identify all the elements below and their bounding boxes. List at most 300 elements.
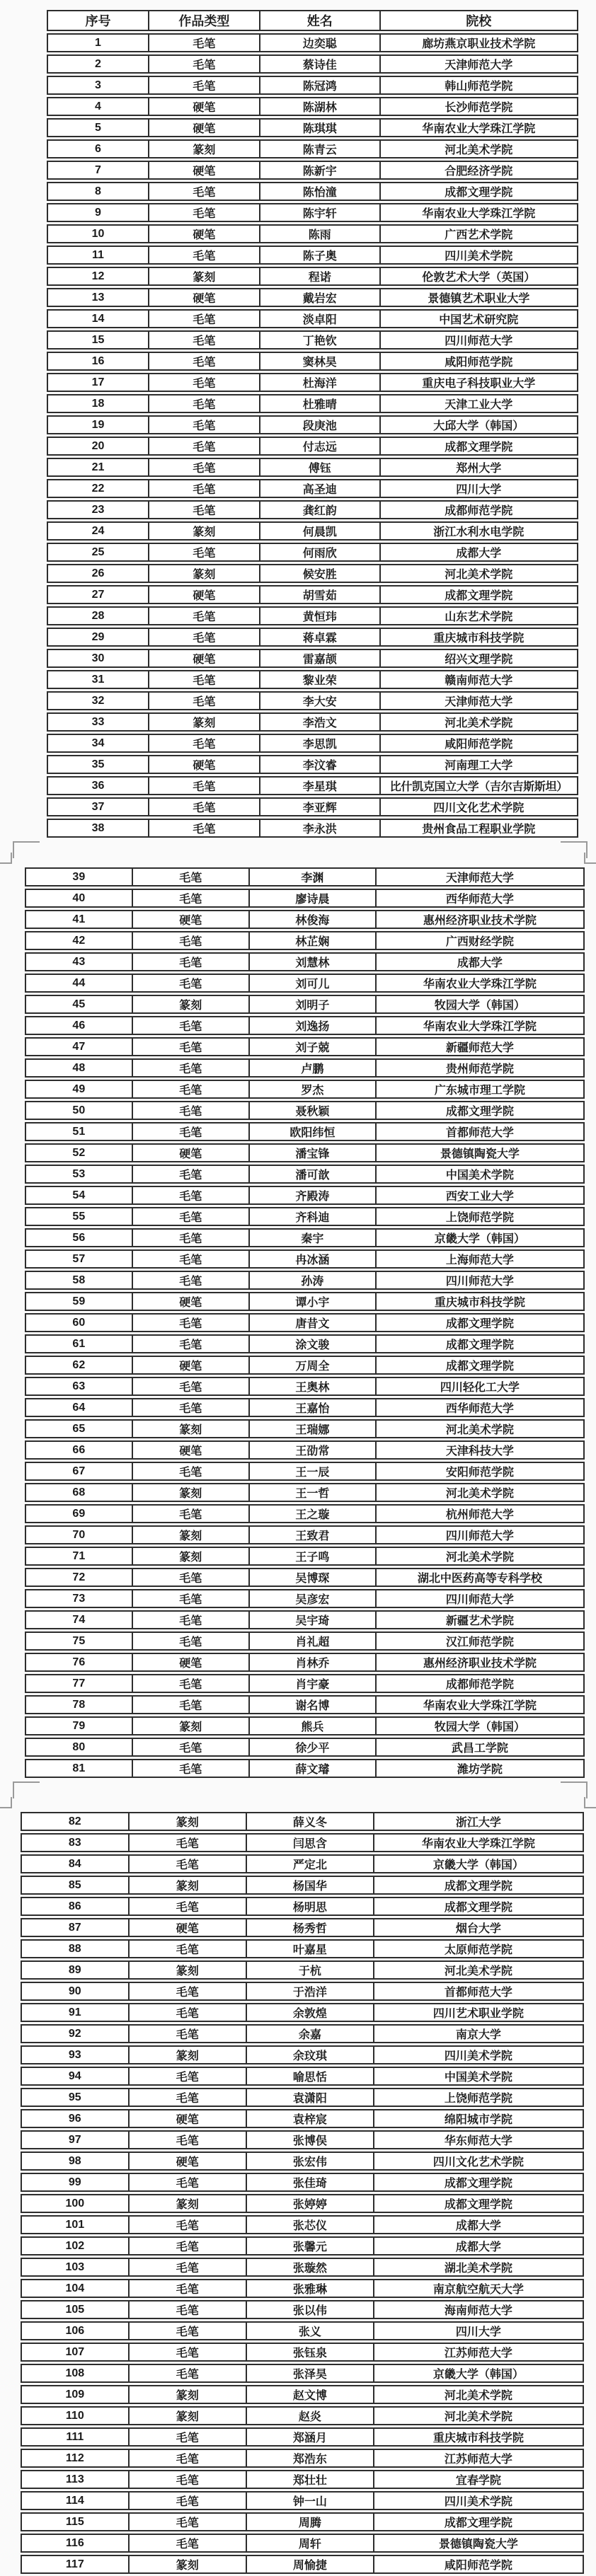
award-roster-table-part-3 (21, 1810, 584, 2576)
table-row (21, 2300, 584, 2319)
cell-type: 硬笔 (149, 118, 260, 137)
cell-type: 篆刻 (149, 139, 260, 158)
text-boundary-corner-icon (584, 1797, 596, 1808)
cell-type: 毛笔 (149, 670, 260, 689)
cell-school: 大邱大学（韩国） (381, 415, 578, 434)
cell-name: 唐昔文 (250, 1313, 377, 1332)
cell-school: 广西艺术学院 (381, 224, 578, 243)
table-row (25, 1674, 585, 1693)
table-row (25, 1547, 585, 1566)
cell-school: 京畿大学（韩国） (377, 1228, 585, 1247)
cell-index: 82 (21, 1812, 130, 1831)
cell-type: 毛笔 (149, 458, 260, 477)
cell-name: 冉冰涵 (250, 1249, 377, 1269)
cell-type: 毛笔 (133, 1462, 250, 1481)
cell-name: 蒋卓霖 (260, 628, 381, 647)
cell-school: 成都大学 (374, 2236, 584, 2256)
header-cell-index: 序号 (47, 10, 149, 31)
cell-name: 薛文璿 (250, 1759, 377, 1778)
cell-school: 南京航空航天大学 (374, 2279, 584, 2298)
cell-type: 硬笔 (133, 1143, 250, 1162)
cell-index: 57 (25, 1249, 133, 1269)
cell-school: 绍兴文理学院 (381, 649, 578, 668)
cell-index: 71 (25, 1547, 133, 1566)
cell-type: 毛笔 (149, 628, 260, 647)
cell-school: 中国美术学院 (374, 2067, 584, 2086)
cell-name: 薛义冬 (247, 1812, 374, 1831)
cell-type: 毛笔 (133, 974, 250, 993)
cell-index: 93 (21, 2045, 130, 2064)
cell-name: 赵炎 (247, 2406, 374, 2425)
cell-index: 33 (47, 712, 149, 732)
table-row (21, 2279, 584, 2298)
cell-school: 首都师范大学 (377, 1122, 585, 1141)
table-row (25, 995, 585, 1014)
cell-type: 毛笔 (133, 889, 250, 908)
cell-name: 窦林昊 (260, 352, 381, 371)
roster-rows-1-38 (47, 33, 578, 838)
table-row (21, 2258, 584, 2277)
table-row (47, 373, 578, 392)
cell-name: 边奕聪 (260, 33, 381, 52)
cell-index: 100 (21, 2194, 130, 2213)
cell-index: 32 (47, 691, 149, 710)
table-row (47, 458, 578, 477)
cell-index: 68 (25, 1483, 133, 1502)
cell-type: 毛笔 (133, 1674, 250, 1693)
cell-type: 篆刻 (130, 2194, 247, 2213)
cell-school: 河北美术学院 (374, 2385, 584, 2404)
cell-name: 廖诗晨 (250, 889, 377, 908)
cell-name: 陈怡潼 (260, 182, 381, 201)
cell-index: 15 (47, 330, 149, 350)
table-row (21, 2491, 584, 2510)
cell-name: 雷嘉颉 (260, 649, 381, 668)
cell-name: 赵文博 (247, 2385, 374, 2404)
table-row (21, 2024, 584, 2043)
cell-index: 83 (21, 1833, 130, 1852)
table-row (47, 330, 578, 350)
cell-index: 98 (21, 2152, 130, 2171)
cell-index: 112 (21, 2449, 130, 2468)
cell-name: 喻思恬 (247, 2067, 374, 2086)
cell-school: 安阳师范学院 (377, 1462, 585, 1481)
cell-index: 65 (25, 1419, 133, 1438)
cell-index: 85 (21, 1876, 130, 1895)
cell-name: 余嘉 (247, 2024, 374, 2043)
table-row (21, 2343, 584, 2362)
table-row (47, 267, 578, 286)
cell-name: 郑涵月 (247, 2427, 374, 2447)
cell-school: 咸阳师范学院 (374, 2555, 584, 2574)
table-row (25, 1356, 585, 1375)
cell-school: 南京大学 (374, 2024, 584, 2043)
cell-index: 116 (21, 2534, 130, 2553)
cell-index: 25 (47, 543, 149, 562)
table-row (25, 1631, 585, 1651)
cell-index: 20 (47, 437, 149, 456)
cell-index: 117 (21, 2555, 130, 2574)
cell-name: 陈子奥 (260, 246, 381, 265)
cell-type: 篆刻 (130, 1876, 247, 1895)
table-row (25, 1101, 585, 1120)
table-row (47, 606, 578, 625)
table-row (47, 479, 578, 498)
cell-school: 四川大学 (381, 479, 578, 498)
cell-school: 重庆城市科技学院 (381, 628, 578, 647)
cell-name: 聂秋颖 (250, 1101, 377, 1120)
table-row (21, 1982, 584, 2001)
cell-index: 78 (25, 1695, 133, 1714)
award-roster-table-part-2 (25, 865, 585, 1780)
cell-type: 毛笔 (130, 2279, 247, 2298)
cell-type: 硬笔 (149, 288, 260, 307)
cell-index: 89 (21, 1960, 130, 1980)
table-row (47, 139, 578, 158)
cell-index: 74 (25, 1610, 133, 1629)
table-row (25, 1334, 585, 1353)
cell-type: 毛笔 (149, 76, 260, 95)
cell-type: 毛笔 (133, 1207, 250, 1226)
cell-school: 惠州经济职业技术学院 (377, 910, 585, 929)
cell-school: 杭州师范大学 (377, 1504, 585, 1523)
table-row (25, 1122, 585, 1141)
cell-school: 天津师范大学 (381, 691, 578, 710)
cell-name: 吴宇琦 (250, 1610, 377, 1629)
cell-school: 江苏师范大学 (374, 2343, 584, 2362)
cell-name: 潘宝锋 (250, 1143, 377, 1162)
cell-name: 李星琪 (260, 776, 381, 795)
cell-school: 中国艺术研究院 (381, 309, 578, 328)
cell-index: 92 (21, 2024, 130, 2043)
cell-index: 9 (47, 203, 149, 222)
cell-index: 11 (47, 246, 149, 265)
cell-type: 毛笔 (133, 1398, 250, 1417)
table-row (21, 1876, 584, 1895)
cell-index: 6 (47, 139, 149, 158)
cell-name: 闫思含 (247, 1833, 374, 1852)
cell-index: 77 (25, 1674, 133, 1693)
cell-type: 硬笔 (149, 585, 260, 604)
cell-type: 毛笔 (133, 1313, 250, 1332)
table-row (47, 161, 578, 180)
cell-type: 毛笔 (149, 479, 260, 498)
cell-index: 46 (25, 1016, 133, 1035)
cell-type: 毛笔 (133, 1610, 250, 1629)
cell-index: 63 (25, 1377, 133, 1396)
cell-school: 成都文理学院 (377, 1101, 585, 1120)
cell-name: 张以伟 (247, 2300, 374, 2319)
cell-index: 42 (25, 931, 133, 950)
cell-index: 39 (25, 867, 133, 886)
table-row (47, 182, 578, 201)
cell-type: 篆刻 (149, 712, 260, 732)
cell-school: 景德镇陶瓷大学 (374, 2534, 584, 2553)
table-row (47, 691, 578, 710)
cell-type: 硬笔 (149, 97, 260, 116)
cell-name: 李永洪 (260, 819, 381, 838)
cell-name: 张馨元 (247, 2236, 374, 2256)
cell-index: 76 (25, 1653, 133, 1672)
cell-index: 109 (21, 2385, 130, 2404)
cell-name: 王嘉怡 (250, 1398, 377, 1417)
table-row (47, 649, 578, 668)
cell-index: 115 (21, 2512, 130, 2531)
cell-type: 毛笔 (133, 1377, 250, 1396)
cell-index: 4 (47, 97, 149, 116)
cell-type: 毛笔 (130, 2491, 247, 2510)
table-row (21, 2406, 584, 2425)
cell-name: 陈冠鸿 (260, 76, 381, 95)
table-row (25, 974, 585, 993)
cell-name: 余敦煌 (247, 2003, 374, 2022)
cell-index: 19 (47, 415, 149, 434)
cell-type: 毛笔 (130, 2364, 247, 2383)
cell-type: 毛笔 (130, 2512, 247, 2531)
cell-school: 湖北美术学院 (374, 2258, 584, 2277)
cell-index: 2 (47, 54, 149, 74)
cell-name: 肖林乔 (250, 1653, 377, 1672)
cell-school: 天津科技大学 (377, 1440, 585, 1460)
cell-school: 潍坊学院 (377, 1759, 585, 1778)
cell-name: 潘可歆 (250, 1165, 377, 1184)
table-row (47, 394, 578, 413)
cell-name: 袁潇阳 (247, 2088, 374, 2107)
cell-school: 四川美术学院 (381, 246, 578, 265)
table-row (47, 797, 578, 816)
cell-name: 戴岩宏 (260, 288, 381, 307)
cell-school: 河北美术学院 (377, 1547, 585, 1566)
cell-school: 贵州食品工程职业学院 (381, 819, 578, 838)
page-break-2 (0, 1780, 596, 1810)
cell-name: 孙涛 (250, 1271, 377, 1290)
cell-name: 周轩 (247, 2534, 374, 2553)
cell-index: 21 (47, 458, 149, 477)
cell-index: 13 (47, 288, 149, 307)
table-row (47, 734, 578, 753)
cell-school: 华南农业大学珠江学院 (377, 1695, 585, 1714)
cell-type: 毛笔 (149, 182, 260, 201)
text-boundary-corner-icon (561, 1781, 588, 1798)
cell-index: 18 (47, 394, 149, 413)
cell-school: 四川美术学院 (374, 2045, 584, 2064)
cell-index: 61 (25, 1334, 133, 1353)
cell-name: 王劭常 (250, 1440, 377, 1460)
cell-index: 1 (47, 33, 149, 52)
cell-type: 篆刻 (133, 1525, 250, 1544)
cell-type: 毛笔 (133, 1080, 250, 1099)
cell-type: 毛笔 (149, 352, 260, 371)
cell-index: 29 (47, 628, 149, 647)
cell-type: 篆刻 (133, 1547, 250, 1566)
cell-type: 硬笔 (133, 1356, 250, 1375)
cell-school: 成都师范学院 (377, 1674, 585, 1693)
table-row (21, 2003, 584, 2022)
cell-name: 于浩洋 (247, 1982, 374, 2001)
cell-type: 篆刻 (149, 564, 260, 583)
cell-school: 浙江水利水电学院 (381, 521, 578, 541)
table-row (25, 1759, 585, 1778)
cell-type: 毛笔 (130, 2343, 247, 2362)
cell-type: 毛笔 (149, 797, 260, 816)
cell-type: 毛笔 (149, 246, 260, 265)
cell-type: 毛笔 (133, 1165, 250, 1184)
cell-type: 毛笔 (149, 309, 260, 328)
cell-school: 上海师范大学 (377, 1249, 585, 1269)
cell-type: 毛笔 (130, 2130, 247, 2149)
text-boundary-corner-icon (13, 841, 40, 858)
table-row (47, 437, 578, 456)
cell-school: 成都文理学院 (377, 1334, 585, 1353)
table-row (25, 1653, 585, 1672)
cell-index: 66 (25, 1440, 133, 1460)
cell-index: 106 (21, 2321, 130, 2340)
cell-school: 四川师范大学 (381, 330, 578, 350)
cell-school: 河北美术学院 (381, 564, 578, 583)
cell-index: 73 (25, 1589, 133, 1608)
cell-name: 张钰泉 (247, 2343, 374, 2362)
table-row (47, 33, 578, 52)
cell-school: 成都文理学院 (374, 2173, 584, 2192)
cell-name: 余玟琪 (247, 2045, 374, 2064)
cell-name: 杨国华 (247, 1876, 374, 1895)
cell-name: 谢名博 (250, 1695, 377, 1714)
table-row (47, 118, 578, 137)
cell-type: 篆刻 (149, 267, 260, 286)
cell-index: 52 (25, 1143, 133, 1162)
cell-name: 杜雅晴 (260, 394, 381, 413)
cell-type: 毛笔 (149, 415, 260, 434)
cell-name: 候安胜 (260, 564, 381, 583)
table-row (21, 2555, 584, 2574)
cell-index: 16 (47, 352, 149, 371)
table-row (25, 1695, 585, 1714)
cell-type: 硬笔 (149, 755, 260, 774)
cell-type: 毛笔 (130, 2088, 247, 2107)
cell-school: 河北美术学院 (381, 139, 578, 158)
cell-school: 伦敦艺术大学（英国） (381, 267, 578, 286)
cell-school: 绵阳城市学院 (374, 2109, 584, 2128)
cell-name: 熊兵 (250, 1716, 377, 1735)
table-row (47, 309, 578, 328)
table-row (25, 1186, 585, 1205)
cell-school: 西安工业大学 (377, 1186, 585, 1205)
cell-name: 郑壮壮 (247, 2470, 374, 2489)
cell-type: 毛笔 (133, 1334, 250, 1353)
cell-name: 周愉捷 (247, 2555, 374, 2574)
cell-type: 篆刻 (130, 2406, 247, 2425)
cell-name: 何雨欣 (260, 543, 381, 562)
cell-index: 53 (25, 1165, 133, 1184)
cell-school: 比什凯克国立大学（吉尔吉斯斯坦） (381, 776, 578, 795)
cell-school: 重庆电子科技职业大学 (381, 373, 578, 392)
cell-type: 毛笔 (149, 819, 260, 838)
text-boundary-corner-icon (0, 853, 12, 864)
cell-type: 毛笔 (130, 2003, 247, 2022)
cell-index: 60 (25, 1313, 133, 1332)
cell-school: 河北美术学院 (377, 1419, 585, 1438)
table-row (47, 54, 578, 74)
table-row (21, 2512, 584, 2531)
table-row (21, 1939, 584, 1958)
cell-index: 43 (25, 952, 133, 971)
cell-school: 韩山师范学院 (381, 76, 578, 95)
cell-school: 浙江大学 (374, 1812, 584, 1831)
cell-index: 95 (21, 2088, 130, 2107)
table-row (47, 628, 578, 647)
cell-name: 王子鸣 (250, 1547, 377, 1566)
table-row (47, 415, 578, 434)
cell-school: 广东城市理工学院 (377, 1080, 585, 1099)
cell-index: 3 (47, 76, 149, 95)
cell-school: 湖北中医药高等专科学校 (377, 1568, 585, 1587)
cell-school: 京畿大学（韩国） (374, 2364, 584, 2383)
table-row (25, 867, 585, 886)
table-row (21, 1960, 584, 1980)
cell-school: 牧园大学（韩国） (377, 995, 585, 1014)
cell-name: 王一辰 (250, 1462, 377, 1481)
cell-name: 何晨凯 (260, 521, 381, 541)
cell-type: 硬笔 (133, 1440, 250, 1460)
table-row (47, 819, 578, 838)
cell-type: 毛笔 (133, 1631, 250, 1651)
cell-school: 江苏师范大学 (374, 2449, 584, 2468)
cell-name: 王瑞娜 (250, 1419, 377, 1438)
table-row (47, 712, 578, 732)
cell-name: 欧阳纬恒 (250, 1122, 377, 1141)
table-row (25, 1610, 585, 1629)
table-row (25, 1716, 585, 1735)
cell-name: 张泽昊 (247, 2364, 374, 2383)
cell-school: 上饶师范学院 (374, 2088, 584, 2107)
cell-type: 毛笔 (133, 1037, 250, 1056)
cell-school: 首都师范大学 (374, 1982, 584, 2001)
cell-name: 蔡诗佳 (260, 54, 381, 74)
cell-school: 惠州经济职业技术学院 (377, 1653, 585, 1672)
cell-type: 毛笔 (149, 33, 260, 52)
cell-index: 113 (21, 2470, 130, 2489)
cell-name: 严定北 (247, 1854, 374, 1873)
cell-school: 广西财经学院 (377, 931, 585, 950)
cell-type: 毛笔 (133, 1249, 250, 1269)
cell-name: 丁艳钦 (260, 330, 381, 350)
text-boundary-corner-icon (13, 1781, 40, 1798)
table-row (47, 543, 578, 562)
table-row (47, 352, 578, 371)
cell-name: 付志远 (260, 437, 381, 456)
cell-type: 毛笔 (130, 2427, 247, 2447)
cell-school: 成都文理学院 (374, 1876, 584, 1895)
table-row (21, 2045, 584, 2064)
cell-type: 毛笔 (130, 1854, 247, 1873)
cell-type: 毛笔 (130, 2534, 247, 2553)
cell-school: 新疆师范大学 (377, 1037, 585, 1056)
table-row (47, 585, 578, 604)
cell-index: 8 (47, 182, 149, 201)
table-row (25, 952, 585, 971)
cell-name: 李思凯 (260, 734, 381, 753)
cell-index: 72 (25, 1568, 133, 1587)
cell-index: 75 (25, 1631, 133, 1651)
cell-index: 24 (47, 521, 149, 541)
cell-school: 天津师范大学 (377, 867, 585, 886)
cell-school: 成都大学 (381, 543, 578, 562)
table-row (25, 1483, 585, 1502)
cell-index: 87 (21, 1918, 130, 1937)
table-row (21, 2173, 584, 2192)
table-row (21, 2427, 584, 2447)
cell-type: 毛笔 (130, 1897, 247, 1916)
